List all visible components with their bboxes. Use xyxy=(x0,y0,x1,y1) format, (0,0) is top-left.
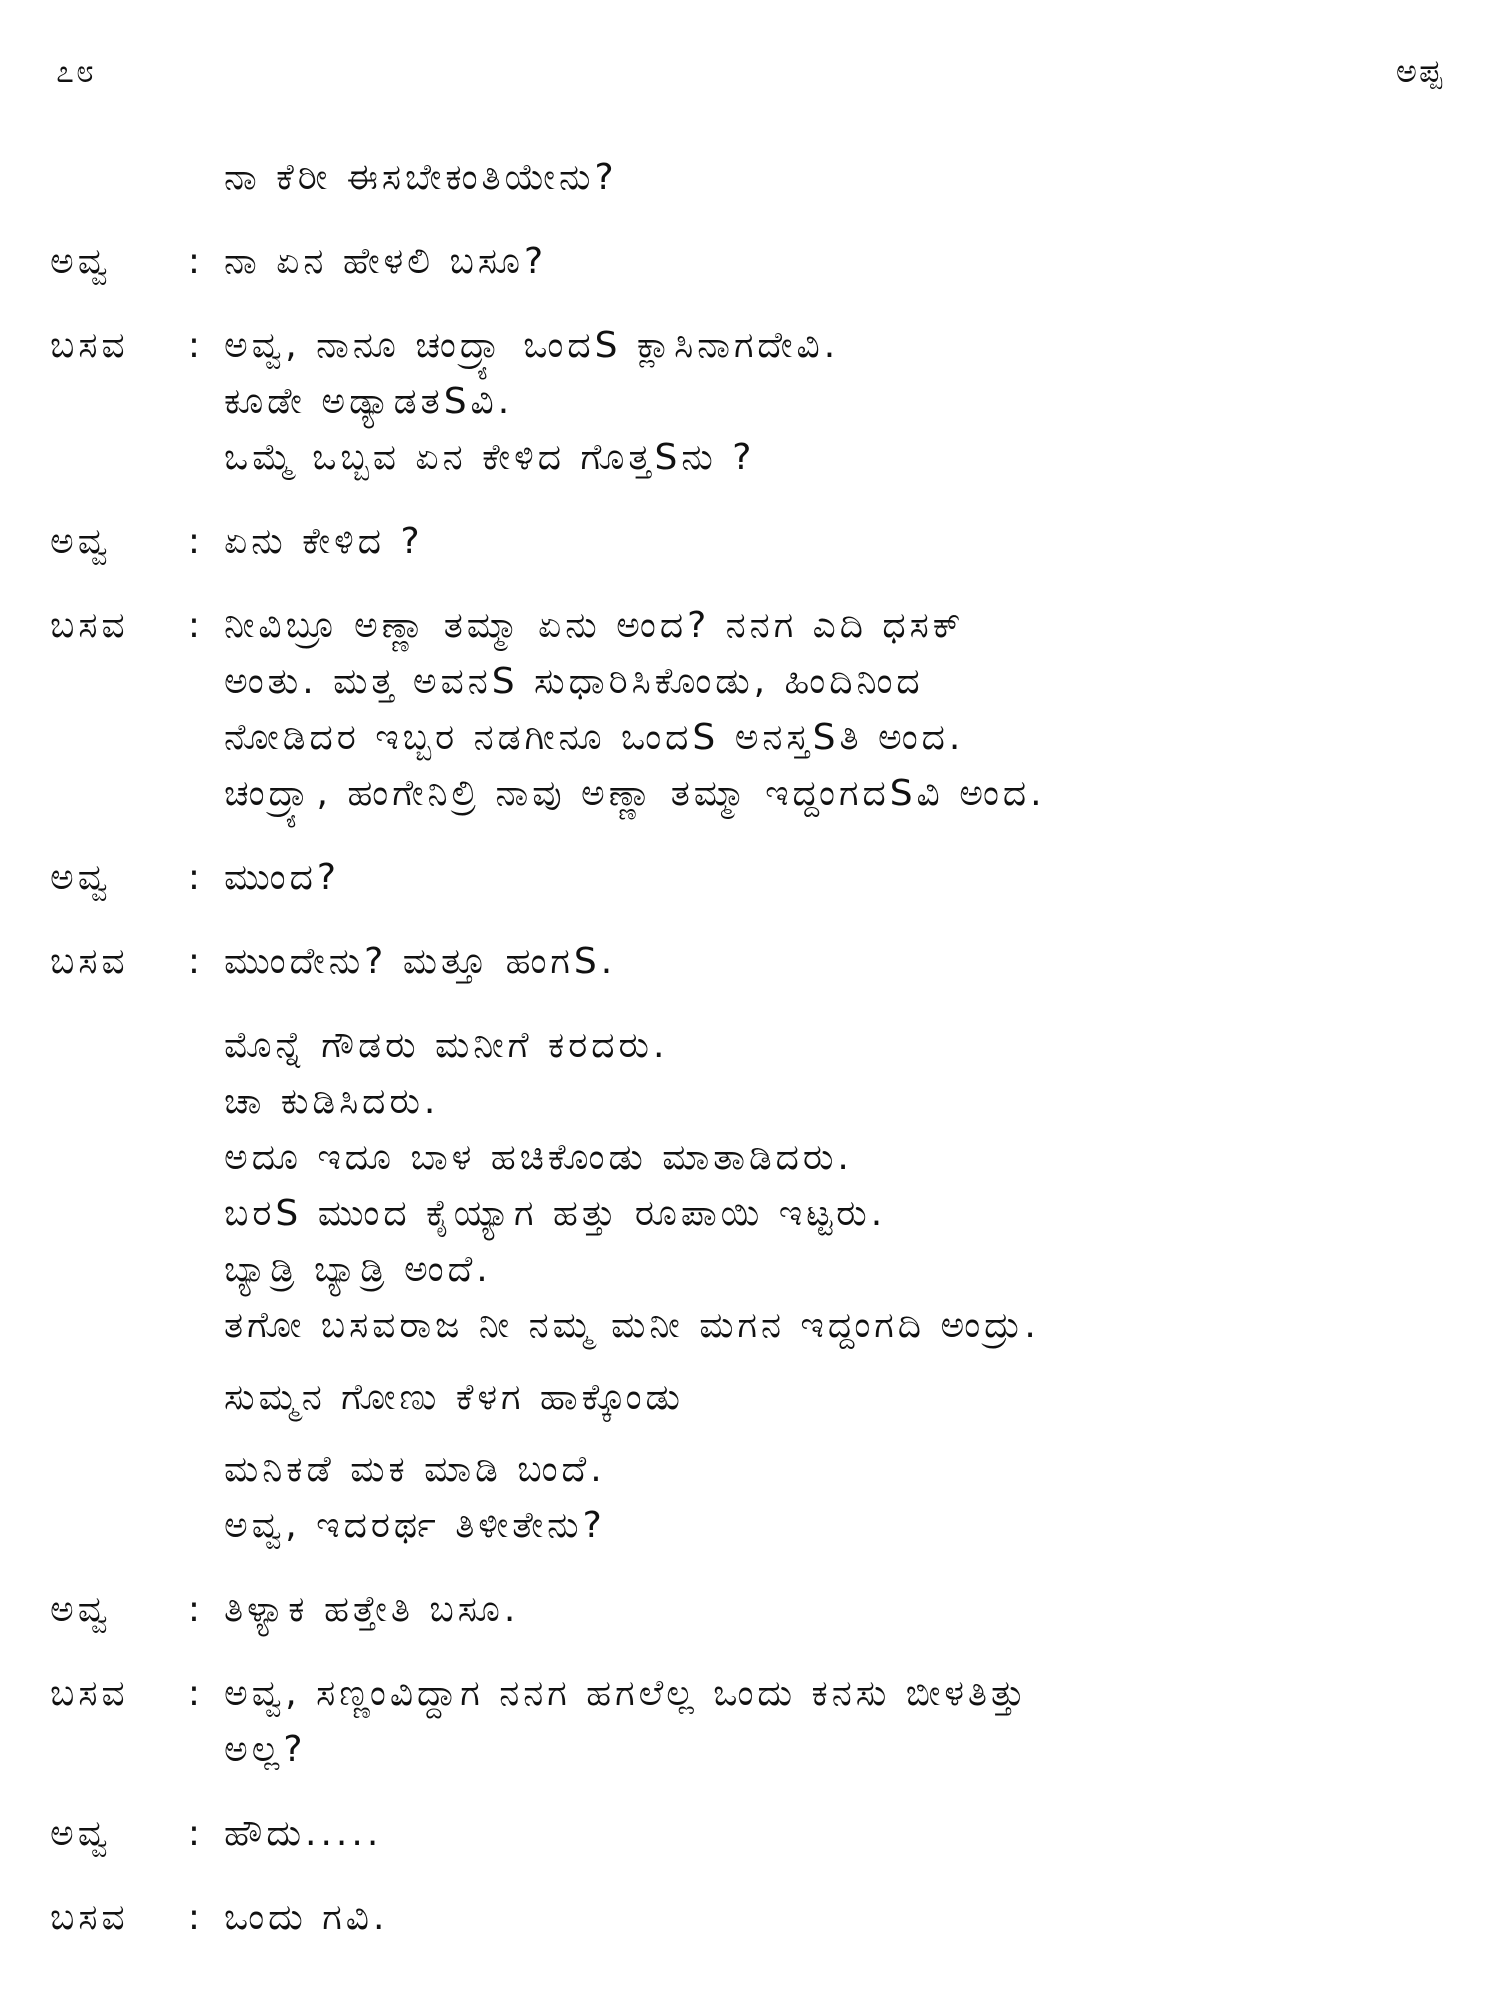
dialogue-line: ನಾ ಕೆರೀ ಈಸಬೇಕಂತಿಯೇನು? xyxy=(224,157,618,198)
dialogue-lines xyxy=(224,850,1464,906)
dialogue-entry xyxy=(0,934,1500,990)
dialogue-line: ಹೌದು..... xyxy=(224,1813,383,1854)
dialogue-line: ಚಾ ಕುಡಿಸಿದರು. xyxy=(224,1081,440,1122)
dialogue-line: ಕೂಡೇ ಅಡ್ಯಾಡತSವಿ. xyxy=(224,381,514,422)
speaker-separator: : xyxy=(187,1673,205,1714)
speaker-name: ಬಸವ xyxy=(50,941,129,982)
dialogue-entry xyxy=(0,1890,1500,1946)
dialogue-line: ತಿಳ್ಯಾಕ ಹತ್ತೇತಿ ಬಸೂ. xyxy=(224,1589,520,1630)
dialogue-entry xyxy=(0,150,1500,206)
dialogue-lines xyxy=(224,598,1464,822)
dialogue-lines xyxy=(224,318,1464,486)
dialogue-lines xyxy=(224,934,1464,990)
dialogue-line: ನೀವಿಬ್ರೂ ಅಣ್ಣಾ ತಮ್ಮಾ ಏನು ಅಂದ? ನನಗ ಎದಿ ಧಸಕ್ xyxy=(224,605,965,646)
page-number: ೭೮ xyxy=(56,52,96,90)
speaker-name: ಬಸವ xyxy=(50,1673,129,1714)
speaker-separator: : xyxy=(187,857,205,898)
book-title: ಅಪ್ಪ xyxy=(1395,52,1444,90)
speaker-separator: : xyxy=(187,521,205,562)
speaker-separator: : xyxy=(187,605,205,646)
speaker-name: ಅವ್ವ xyxy=(50,1813,112,1854)
dialogue-line: ನಾ ಏನ ಹೇಳಲಿ ಬಸೂ? xyxy=(224,241,548,282)
dialogue-line: ಅದೂ ಇದೂ ಬಾಳ ಹಚಿಕೊಂಡು ಮಾತಾಡಿದರು. xyxy=(224,1137,853,1178)
dialogue-line: ಏನು ಕೇಳಿದ ? xyxy=(224,521,424,562)
running-head xyxy=(56,52,1444,102)
dialogue-lines xyxy=(224,150,1464,206)
speaker-separator xyxy=(168,1018,224,1354)
dialogue-line: ಒಮ್ಮೆ ಒಬ್ಬವ ಏನ ಕೇಳಿದ ಗೊತ್ತSನು ? xyxy=(224,437,756,478)
dialogue-line: ಮುಂದೇನು? ಮತ್ತೂ ಹಂಗS. xyxy=(224,941,617,982)
dialogue-entry xyxy=(0,850,1500,906)
dialogue-entry xyxy=(0,1018,1500,1354)
dialogue-lines xyxy=(224,1890,1464,1946)
dialogue-line: ನೋಡಿದರ ಇಬ್ಬರ ನಡಗೀನೂ ಒಂದS ಅನಸ್ತSತಿ ಅಂದ. xyxy=(224,717,965,758)
speaker-name: ಅವ್ವ xyxy=(50,1589,112,1630)
dialogue-line: ಸುಮ್ಮನ ಗೋಣು ಕೆಳಗ ಹಾಕ್ಕೊಂಡು xyxy=(224,1377,684,1418)
dialogue-lines xyxy=(224,1018,1464,1354)
speaker-separator: : xyxy=(187,1897,205,1938)
dialogue-line: ಅಂತು. ಮತ್ತ ಅವನS ಸುಧಾರಿಸಿಕೊಂಡು, ಹಿಂದಿನಿಂದ xyxy=(224,661,924,702)
dialogue-entry xyxy=(0,1582,1500,1638)
dialogue-line: ಮುಂದ? xyxy=(224,857,340,898)
dialogue-entry xyxy=(0,1442,1500,1554)
speaker-separator: : xyxy=(187,325,205,366)
dialogue-entry xyxy=(0,514,1500,570)
dialogue-line: ಅವ್ವ, ಸಣ್ಣಂವಿದ್ದಾಗ ನನಗ ಹಗಲೆಲ್ಲ ಒಂದು ಕನಸು ಬೀಳತಿತ್ತು xyxy=(224,1673,1029,1714)
dialogue-lines xyxy=(224,1582,1464,1638)
dialogue-line: ಚಂದ್ರ್ಯಾ, ಹಂಗೇನಿಲ್ರಿ ನಾವು ಅಣ್ಣಾ ತಮ್ಮಾ ಇದ್ದಂಗದSವಿ ಅಂದ. xyxy=(224,773,1046,814)
dialogue-line: ತಗೋ ಬಸವರಾಜ ನೀ ನಮ್ಮ ಮನೀ ಮಗನ ಇದ್ದಂಗದಿ ಅಂದ್ರು. xyxy=(224,1305,1040,1346)
dialogue-lines xyxy=(224,1806,1464,1862)
dialogue-entry xyxy=(0,1806,1500,1862)
speaker-separator xyxy=(168,1442,224,1554)
speaker-separator: : xyxy=(187,941,205,982)
dialogue-entry xyxy=(0,1666,1500,1778)
dialogue-line: ಅವ್ವ, ಇದರರ್ಥ ತಿಳೀತೇನು? xyxy=(224,1505,606,1546)
dialogue-line: ಅಲ್ಲ? xyxy=(224,1729,307,1770)
dialogue-line: ಮನಿಕಡೆ ಮಕ ಮಾಡಿ ಬಂದೆ. xyxy=(224,1449,606,1490)
speaker-separator xyxy=(168,1370,224,1426)
dialogue-line: ಮೊನ್ನೆ ಗೌಡರು ಮನೀಗೆ ಕರದರು. xyxy=(224,1025,669,1066)
speaker-name: ಅವ್ವ xyxy=(50,521,112,562)
dialogue-line: ಬ್ಯಾಡ್ರಿ ಬ್ಯಾಡ್ರಿ ಅಂದೆ. xyxy=(224,1249,492,1290)
dialogue-line: ಅವ್ವ, ನಾನೂ ಚಂದ್ರ್ಯಾ ಒಂದS ಕ್ಲಾಸಿನಾಗದೇವಿ. xyxy=(224,325,840,366)
speaker-name xyxy=(0,1370,168,1426)
dialogue-lines xyxy=(224,1442,1464,1554)
dialogue-line: ಬರS ಮುಂದ ಕೈಯ್ಯಾಗ ಹತ್ತು ರೂಪಾಯಿ ಇಟ್ಟರು. xyxy=(224,1193,887,1234)
dialogue-lines xyxy=(224,514,1464,570)
speaker-name: ಅವ್ವ xyxy=(50,241,112,282)
speaker-separator: : xyxy=(187,1589,205,1630)
speaker-separator: : xyxy=(187,1813,205,1854)
speaker-separator: : xyxy=(187,241,205,282)
speaker-separator xyxy=(168,150,224,206)
speaker-name xyxy=(0,150,168,206)
dialogue-entry xyxy=(0,318,1500,486)
speaker-name: ಅವ್ವ xyxy=(50,857,112,898)
dialogue-entry xyxy=(0,598,1500,822)
dialogue-entry xyxy=(0,1370,1500,1426)
dialogue-entry xyxy=(0,234,1500,290)
dialogue-body xyxy=(0,150,1500,1946)
dialogue-line: ಒಂದು ಗವಿ. xyxy=(224,1897,389,1938)
dialogue-lines xyxy=(224,1666,1464,1778)
dialogue-lines xyxy=(224,1370,1464,1426)
speaker-name: ಬಸವ xyxy=(50,1897,129,1938)
speaker-name: ಬಸವ xyxy=(50,325,129,366)
speaker-name xyxy=(0,1442,168,1554)
speaker-name xyxy=(0,1018,168,1354)
speaker-name: ಬಸವ xyxy=(50,605,129,646)
dialogue-lines xyxy=(224,234,1464,290)
